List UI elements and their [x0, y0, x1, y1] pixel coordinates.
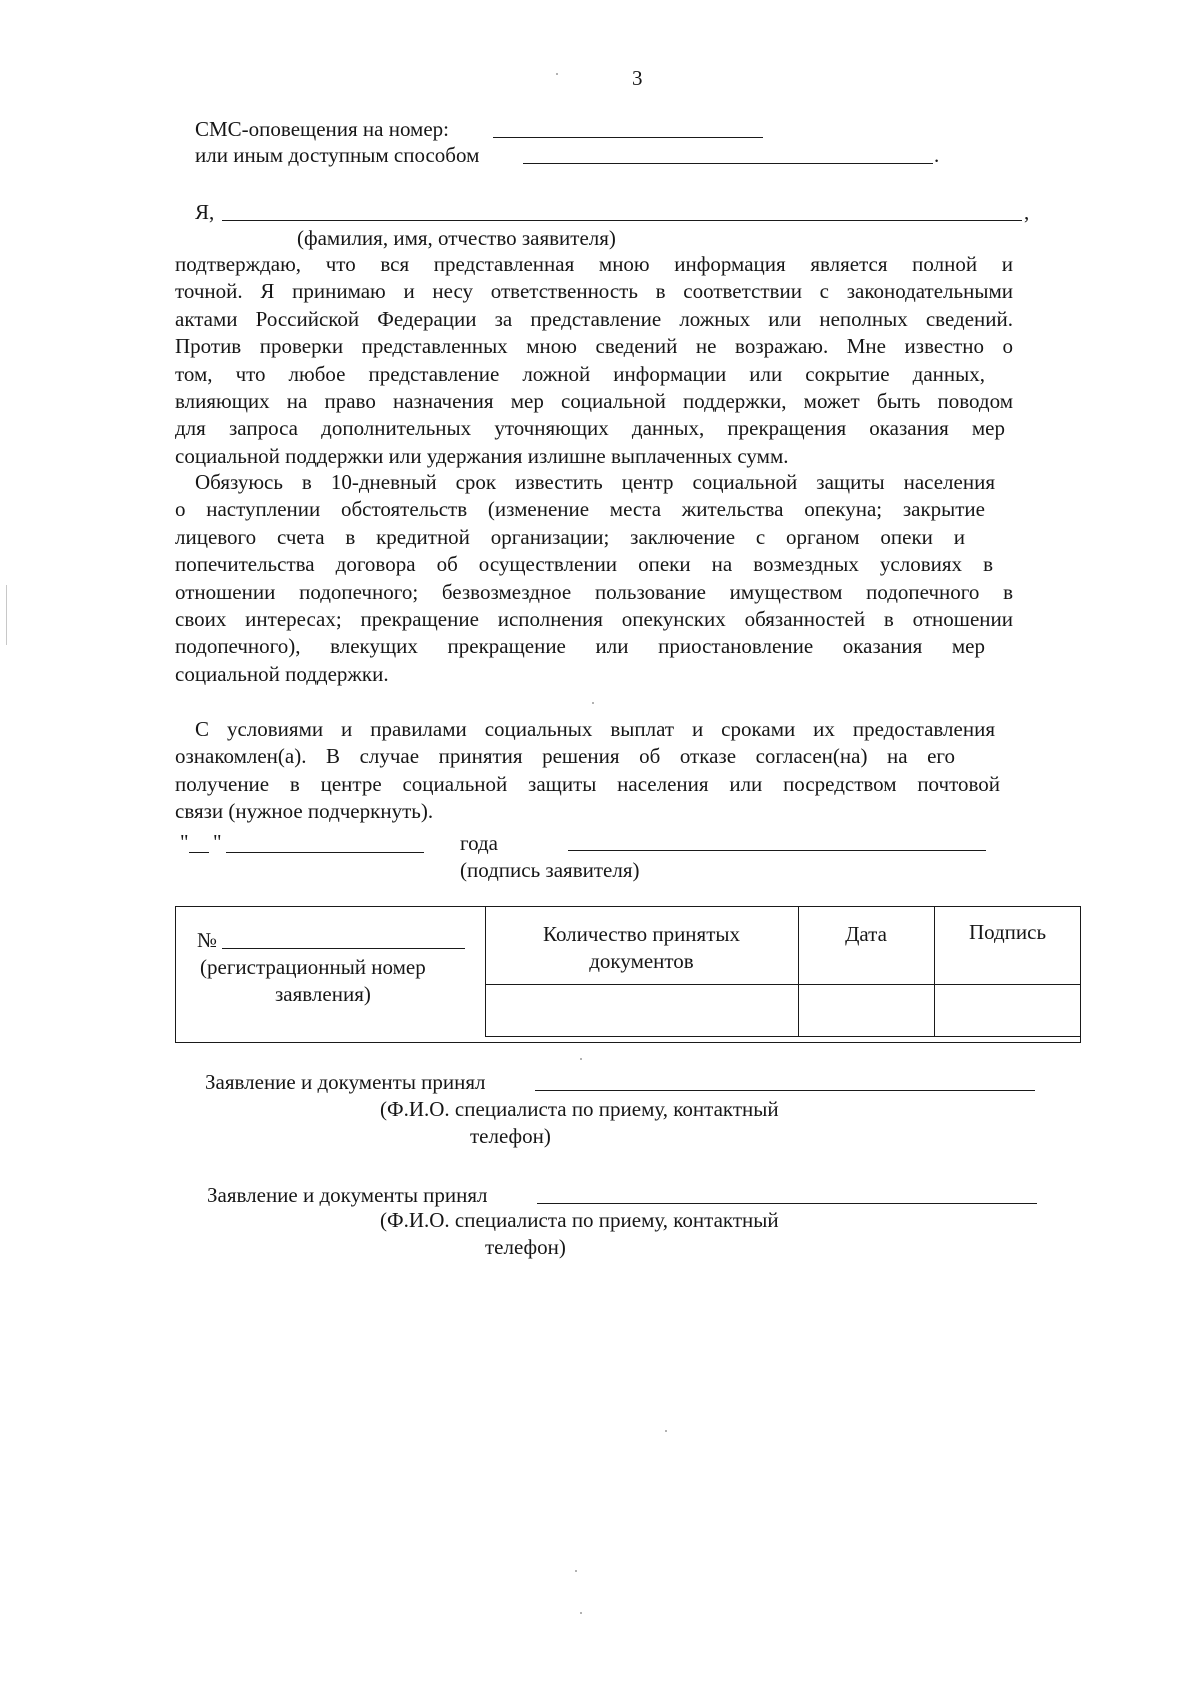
obligation-line: подопечного), влекущих прекращение или приостановление оказания мер	[175, 634, 985, 659]
date-quote-close: "	[213, 830, 222, 854]
registration-number-hint: заявления)	[275, 982, 371, 1006]
conditions-line: связи (нужное подчеркнуть).	[175, 799, 434, 824]
acceptance-label: Заявление и документы принял	[205, 1070, 486, 1094]
declaration-line: актами Российской Федерации за представление ложных или неполных сведений.	[175, 306, 1013, 331]
conditions-line: получение в центре социальной защиты населения или посредством почтовой	[175, 771, 1000, 796]
declaration-suffix: ,	[1024, 200, 1030, 224]
specialist-hint: телефон)	[470, 1124, 551, 1148]
scan-speck	[592, 702, 594, 704]
other-method-end: .	[934, 143, 940, 167]
specialist-field[interactable]	[535, 1090, 1035, 1091]
obligation-line: Обязуюсь в 10-дневный срок известить центр социальной защиты населения	[195, 470, 995, 494]
declaration-line: для запроса дополнительных уточняющих данных, прекращения оказания мер	[175, 416, 1005, 441]
conditions-text	[175, 716, 1013, 826]
obligation-line: социальной поддержки.	[175, 661, 389, 686]
scan-speck	[665, 1430, 667, 1432]
declaration-line: влияющих на право назначения мер социальной поддержки, может быть поводом	[175, 389, 1013, 414]
registration-number-hint: (регистрационный номер	[200, 955, 426, 979]
declaration-text	[175, 251, 1013, 470]
other-method-label: или иным доступным способом	[195, 143, 480, 167]
col-signature-header: Подпись	[968, 920, 1047, 944]
obligation-line: своих интересах; прекращение исполнения опекунских обязанностей в отношении	[175, 607, 1013, 632]
specialist-hint: (Ф.И.О. специалиста по приему, контактный	[380, 1097, 779, 1121]
col-count-header: Количество принятых	[543, 922, 740, 946]
declaration-line: социальной поддержки или удержания излишне выплаченных сумм.	[175, 443, 789, 468]
page-number: 3	[632, 66, 643, 90]
obligation-line: отношении подопечного; безвозмездное пользование имуществом подопечного в	[175, 579, 1013, 604]
date-day-field[interactable]	[189, 852, 209, 853]
applicant-signature-field[interactable]	[568, 850, 986, 851]
specialist-hint: телефон)	[485, 1235, 566, 1259]
applicant-name-hint: (фамилия, имя, отчество заявителя)	[297, 226, 616, 250]
registration-number-label: №	[197, 928, 218, 952]
applicant-name-field[interactable]	[222, 220, 1022, 221]
obligation-line: лицевого счета в кредитной организации; заключение с органом опеки и	[175, 524, 965, 549]
scan-speck	[580, 1058, 582, 1060]
table-divider	[485, 984, 1081, 985]
scan-speck	[556, 73, 558, 75]
col-date-header: Дата	[845, 922, 887, 946]
specialist-field[interactable]	[537, 1203, 1037, 1204]
obligation-line: о наступлении обстоятельств (изменение места жительства опекуна; закрытие	[175, 497, 985, 522]
date-quote-open: "	[180, 830, 189, 854]
declaration-prefix: Я,	[195, 200, 215, 224]
conditions-line: С условиями и правилами социальных выплат и сроками их предоставления	[195, 717, 995, 741]
declaration-line: подтверждаю, что вся представленная мною информация является полной и	[175, 252, 1013, 276]
other-method-field[interactable]	[523, 163, 933, 164]
specialist-hint: (Ф.И.О. специалиста по приему, контактный	[380, 1208, 779, 1232]
scan-speck	[575, 1570, 577, 1572]
declaration-line: том, что любое представление ложной информации или сокрытие данных,	[175, 361, 985, 386]
obligation-text	[175, 469, 1013, 688]
date-cell[interactable]	[800, 986, 933, 1035]
year-label: года	[460, 831, 498, 855]
count-cell[interactable]	[487, 986, 797, 1035]
declaration-line: точной. Я принимаю и несу ответственность в соответствии с законодательными	[175, 279, 1013, 304]
obligation-line: попечительства договора об осуществлении опеки на возмездных условиях в	[175, 552, 993, 577]
sms-label: СМС-оповещения на номер:	[195, 117, 449, 141]
scan-speck	[580, 1612, 582, 1614]
acceptance-label: Заявление и документы принял	[207, 1183, 488, 1207]
signature-cell[interactable]	[936, 986, 1079, 1035]
signature-hint: (подпись заявителя)	[460, 858, 640, 882]
conditions-line: ознакомлен(а). В случае принятия решения об отказе согласен(на) на его	[175, 744, 955, 769]
col-count-header: документов	[589, 949, 694, 973]
sms-number-field[interactable]	[493, 137, 763, 138]
date-month-field[interactable]	[226, 852, 424, 853]
scan-edge-mark	[6, 585, 7, 645]
table-divider	[485, 1036, 1081, 1037]
declaration-line: Против проверки представленных мною сведений не возражаю. Мне известно о	[175, 334, 1013, 359]
registration-number-field[interactable]	[222, 948, 465, 949]
